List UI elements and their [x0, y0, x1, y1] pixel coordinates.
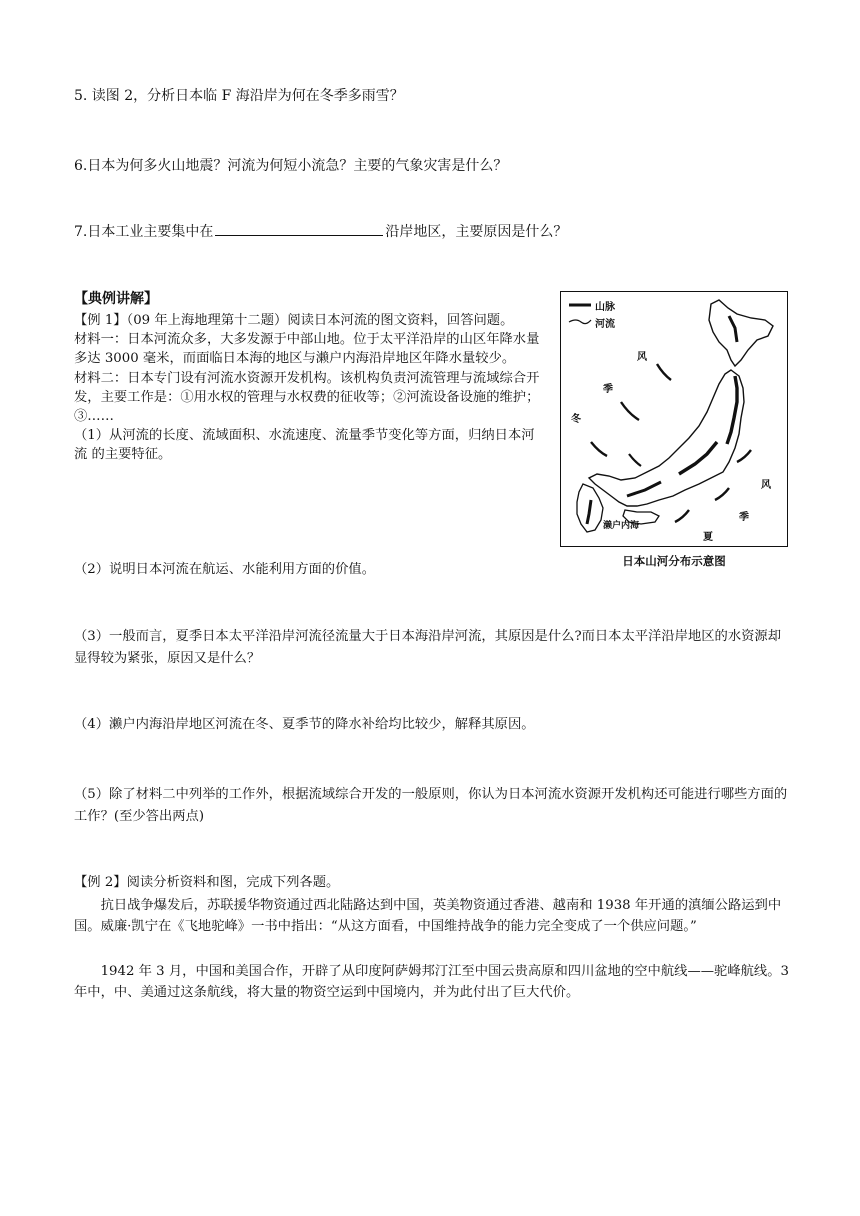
winter-wind-arrow-4 — [629, 454, 641, 466]
sub-question-2: （2）说明日本河流在航运、水能利用方面的价值。 — [74, 562, 375, 577]
summer-wind-label-3: 夏 — [703, 532, 713, 543]
japan-map-drawing — [561, 292, 787, 546]
mountain-range-central — [679, 442, 717, 474]
question-7 — [74, 220, 567, 242]
winter-wind-arrow-3 — [591, 442, 607, 456]
summer-wind-arrow-3 — [675, 510, 689, 522]
summer-wind-label-2: 季 — [739, 512, 749, 523]
legend-river: 河流 — [595, 319, 615, 330]
example-1-intro — [74, 311, 544, 465]
summer-wind-label-1: 风 — [761, 480, 771, 491]
map-caption: 日本山河分布示意图 — [622, 554, 726, 568]
mountain-range-hokkaido — [729, 316, 737, 342]
sub-question-4: （4）濑户内海沿岸地区河流在冬、夏季节的降水补给均比较少，解释其原因。 — [74, 717, 535, 732]
winter-wind-label-3: 冬 — [571, 414, 581, 425]
japan-map-figure — [560, 291, 788, 573]
example-2-paragraph-2: 1942 年 3 月，中国和美国合作，开辟了从印度阿萨姆邦汀江至中国云贵高原和四川盆地的空中航线——驼峰航线。3 年中，中、美通过这条航线，将大量的物资空运到中国境内，并为此付出了巨大代价。 — [74, 964, 789, 1000]
material-1: 材料一：日本河流众多，大多发源于中部山地。位于太平洋沿岸的山区年降水量多达 3000 毫米，而面临日本海的地区与濑户内海沿岸地区年降水量较少。 — [74, 332, 540, 367]
question-5: 5. 读图 2，分析日本临 F 海沿岸为何在冬季多雨雪？ — [74, 88, 404, 104]
legend-mountain: 山脉 — [595, 302, 615, 313]
answer-blank — [215, 220, 383, 236]
material-2: 材料二：日本专门设有河流水资源开发机构。该机构负责河流管理与流域综合开发，主要工作是：①用水权的管理与水权费的征收等；②河流设备设施的维护；③…… — [74, 370, 540, 425]
example-1-title: 【例 1】（09 年上海地理第十二题）阅读日本河流的图文资料，回答问题。 — [74, 313, 514, 328]
sub-question-3: （3）一般而言，夏季日本太平洋沿岸河流径流量大于日本海沿岸河流，其原因是什么?而日本太平洋沿岸地区的水资源却显得较为紧张，原因又是什么？ — [74, 629, 782, 666]
legend-river-symbol — [569, 320, 591, 324]
summer-wind-arrow-1 — [737, 450, 751, 462]
sub-question-5: （5）除了材料二中列举的工作外，根据流域综合开发的一般原则，你认为日本河流水资源开发机构还可能进行哪些方面的工作？(至少答出两点) — [74, 787, 788, 824]
mountain-range-north — [727, 376, 737, 444]
question-7-text-end: 沿岸地区，主要原因是什么？ — [385, 224, 568, 240]
mountain-range-kyushu — [587, 500, 591, 524]
winter-wind-label-2: 季 — [603, 384, 613, 395]
japan-map — [560, 291, 788, 547]
sub-question-1: （1）从河流的长度、流域面积、水流速度、流量季节变化等方面，归纳日本河流 的主要特征。 — [74, 428, 535, 463]
winter-wind-label-1: 风 — [637, 352, 647, 363]
question-6: 6.日本为何多火山地震？河流为何短小流急？主要的气象灾害是什么？ — [74, 158, 508, 174]
winter-wind-arrow-2 — [621, 402, 639, 420]
example-2-paragraph-1: 抗日战争爆发后，苏联援华物资通过西北陆路达到中国，英美物资通过香港、越南和 1938 年开通的滇缅公路运到中国。威廉·凯宁在《飞地驼峰》一书中指出：“从这方面看，中国维持战争的能力完全变成了一个供应问题。” — [74, 898, 782, 934]
section-title: 【典例讲解】 — [74, 291, 158, 307]
summer-wind-arrow-2 — [715, 488, 729, 500]
mountain-range-west — [627, 482, 661, 496]
example-2-title: 【例 2】阅读分析资料和图，完成下列各题。 — [74, 875, 340, 890]
question-7-text: 7.日本工业主要集中在 — [74, 224, 214, 240]
hokkaido-shape — [709, 300, 773, 366]
winter-wind-arrow-1 — [657, 364, 671, 380]
seto-inland-sea-label: 濑户内海 — [603, 521, 640, 531]
